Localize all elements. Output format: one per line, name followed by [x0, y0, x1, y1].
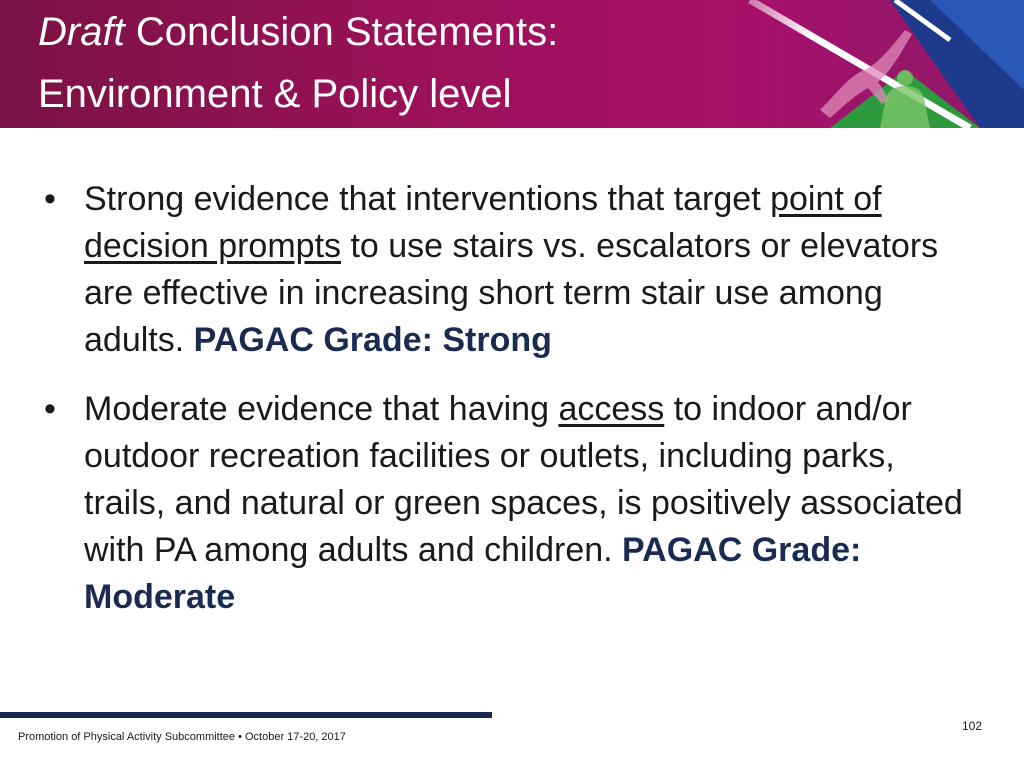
title-main: Conclusion Statements:: [135, 10, 559, 54]
page-number: 102: [962, 719, 983, 733]
title-banner: [0, 0, 1024, 128]
underlined-phrase: access: [558, 390, 665, 428]
bullet-item-recreation-access: [44, 386, 974, 621]
bullet-text-part: to use stairs vs. escalators or elevators are effective in increasing short term stair use among adults.: [84, 227, 939, 359]
footer-caption: Promotion of Physical Activity Subcommittee • October 17-20, 2017: [18, 731, 346, 743]
footer-divider: [0, 712, 492, 718]
bullet-marker: •: [44, 180, 56, 218]
underlined-phrase: point of decision prompts: [84, 180, 882, 265]
grade-label: PAGAC Grade: Strong: [193, 321, 552, 359]
bullet-marker: •: [44, 390, 56, 428]
bullet-text-part: Strong evidence that interventions that target: [84, 180, 771, 218]
bullet-item-stair-prompts: [44, 176, 974, 364]
bullet-list: [44, 176, 974, 621]
title-draft-word: Draft: [38, 10, 125, 54]
bullet-text-part: to indoor and/or outdoor recreation facilities or outlets, including parks, trails, and natural or green spaces, is positively associated with PA among adults and children.: [84, 390, 963, 569]
slide-title: [38, 10, 558, 54]
decorative-banner-graphic: [700, 0, 1024, 128]
grade-label: PAGAC Grade: Moderate: [84, 531, 862, 616]
bullet-text-part: Moderate evidence that having: [84, 390, 559, 428]
slide-subtitle: Environment & Policy level: [38, 72, 512, 116]
